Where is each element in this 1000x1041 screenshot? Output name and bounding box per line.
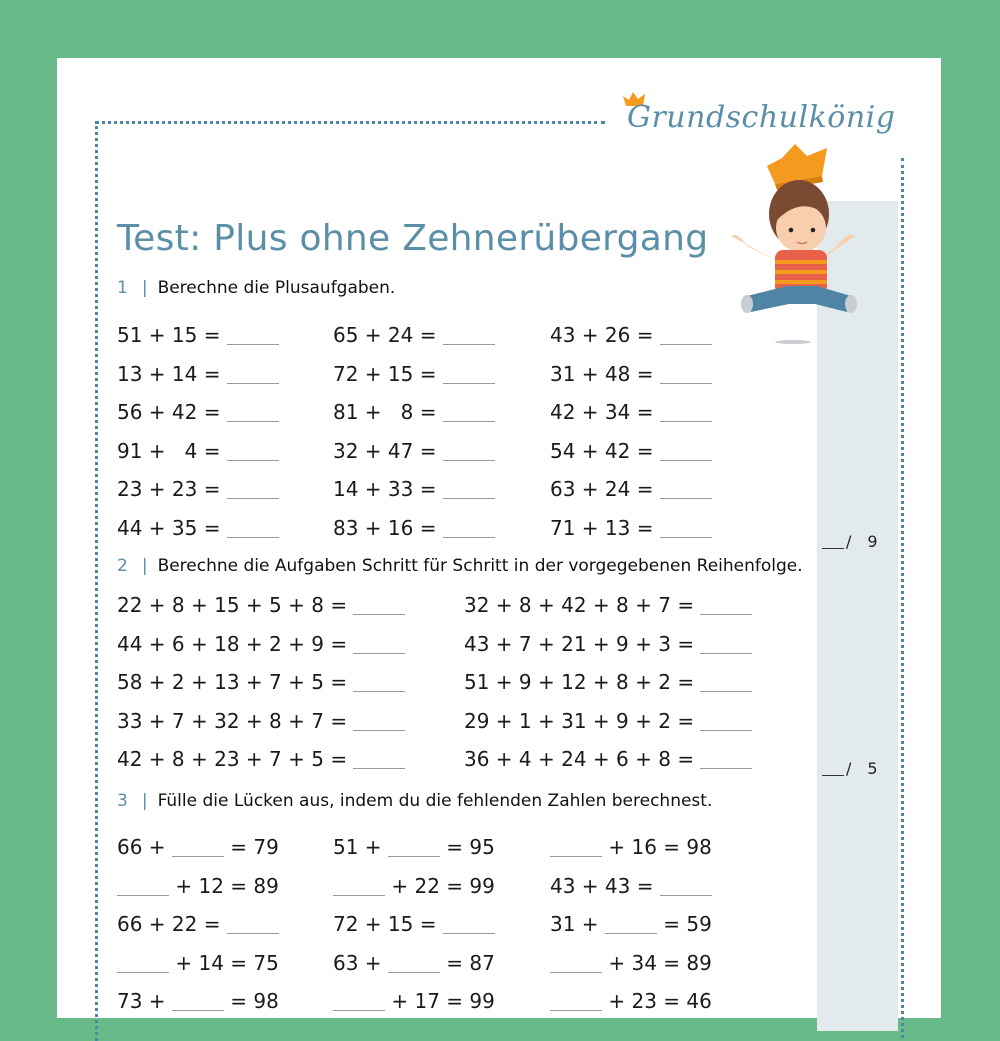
equation-row — [117, 747, 405, 771]
equation-text: + 17 = 99 — [385, 989, 495, 1013]
answer-blank[interactable] — [227, 933, 279, 934]
equation-row — [117, 709, 405, 733]
score-max: 5 — [867, 759, 878, 778]
equation-row — [333, 439, 495, 463]
equation-row — [333, 362, 495, 386]
answer-blank[interactable] — [700, 614, 752, 615]
answer-blank[interactable] — [700, 730, 752, 731]
equation-row — [117, 951, 279, 975]
equation-text: + 23 = 46 — [602, 989, 712, 1013]
task-number: 3 — [117, 791, 128, 811]
equation-text: 65 + 24 = — [333, 323, 443, 347]
equation-text: 66 + 22 = — [117, 912, 227, 936]
equation-row — [333, 477, 495, 501]
equation-text: 29 + 1 + 31 + 9 + 2 = — [464, 708, 701, 733]
equation-text: 71 + 13 = — [550, 515, 660, 540]
equation-row — [550, 439, 712, 463]
task-instruction: Fülle die Lücken aus, indem du die fehlenden Zahlen berechnest. — [157, 791, 713, 811]
score-blank[interactable] — [822, 548, 844, 549]
equation-row — [117, 874, 279, 898]
equation-row — [333, 835, 495, 859]
equation-row — [117, 912, 279, 936]
equation-text: 56 + 42 = — [117, 400, 227, 424]
equation-row — [333, 516, 495, 540]
answer-blank[interactable] — [700, 691, 752, 692]
equation-row — [333, 951, 495, 975]
equation-text: 32 + 47 = — [333, 438, 443, 463]
answer-blank[interactable] — [227, 498, 279, 499]
equation-row — [464, 593, 752, 617]
answer-blank[interactable] — [388, 856, 440, 857]
equation-text: 23 + 23 = — [117, 477, 227, 501]
equation-text: + 12 = 89 — [169, 873, 279, 898]
equation-text: = 95 — [439, 835, 495, 859]
equation-text: 63 + — [333, 950, 388, 975]
dotted-frame-right — [901, 158, 904, 1038]
answer-blank[interactable] — [227, 537, 279, 538]
equation-text: 73 + — [117, 989, 172, 1013]
equation-row — [117, 362, 279, 386]
answer-blank[interactable] — [700, 768, 752, 769]
equation-text: 58 + 2 + 13 + 7 + 5 = — [117, 670, 354, 694]
answer-blank[interactable] — [388, 972, 440, 973]
equation-text: 51 + — [333, 835, 388, 859]
answer-blank[interactable] — [700, 653, 752, 654]
answer-blank[interactable] — [660, 537, 712, 538]
task-3-heading — [117, 791, 712, 811]
equation-text: 42 + 8 + 23 + 7 + 5 = — [117, 747, 354, 771]
equation-text: 22 + 8 + 15 + 5 + 8 = — [117, 593, 354, 617]
answer-blank[interactable] — [443, 498, 495, 499]
answer-blank[interactable] — [443, 383, 495, 384]
equation-row — [117, 835, 279, 859]
equation-row — [117, 477, 279, 501]
answer-blank[interactable] — [227, 344, 279, 345]
equation-text: 63 + 24 = — [550, 477, 660, 501]
task-instruction: Berechne die Aufgaben Schritt für Schritt in der vorgegebenen Reihenfolge. — [157, 556, 803, 576]
equation-text: 43 + 26 = — [550, 323, 660, 347]
equation-text: 72 + 15 = — [333, 361, 443, 386]
equation-row — [550, 874, 712, 898]
equation-text: 43 + 7 + 21 + 9 + 3 = — [464, 631, 701, 656]
equation-text: 13 + 14 = — [117, 361, 227, 386]
equation-text: 36 + 4 + 24 + 6 + 8 = — [464, 747, 701, 771]
equation-text: 31 + — [550, 912, 605, 936]
task-separator: | — [141, 791, 148, 811]
answer-blank[interactable] — [605, 933, 657, 934]
dotted-frame-left — [95, 121, 98, 1041]
equation-row — [464, 632, 752, 656]
equation-text: 81 + 8 = — [333, 400, 443, 424]
equation-row — [117, 323, 279, 347]
answer-blank[interactable] — [550, 972, 602, 973]
dotted-frame-top — [95, 121, 605, 124]
equation-text: 31 + 48 = — [550, 361, 660, 386]
answer-blank[interactable] — [660, 498, 712, 499]
equation-text: 54 + 42 = — [550, 438, 660, 463]
equation-text: + 14 = 75 — [169, 950, 279, 975]
equation-text: 83 + 16 = — [333, 515, 443, 540]
equation-row — [550, 516, 712, 540]
answer-blank[interactable] — [117, 895, 169, 896]
page-title: Test: Plus ohne Zehnerübergang — [117, 218, 709, 259]
task-number: 2 — [117, 556, 128, 576]
answer-blank[interactable] — [443, 344, 495, 345]
task-2-score: / 5 — [822, 759, 878, 778]
equation-text: = 79 — [223, 835, 279, 859]
equation-text: 66 + — [117, 835, 172, 859]
equation-row — [117, 593, 405, 617]
equation-text: = 98 — [223, 989, 279, 1013]
answer-blank[interactable] — [117, 972, 169, 973]
equation-text: + 22 = 99 — [385, 873, 495, 898]
equation-text: 44 + 35 = — [117, 515, 227, 540]
equation-text: 51 + 15 = — [117, 323, 227, 347]
answer-blank[interactable] — [353, 653, 405, 654]
brand-logo: Grundschulkönig — [627, 100, 896, 135]
answer-blank[interactable] — [333, 1010, 385, 1011]
equation-text: + 16 = 98 — [602, 835, 712, 859]
answer-blank[interactable] — [227, 460, 279, 461]
answer-blank[interactable] — [443, 933, 495, 934]
equation-row — [117, 632, 405, 656]
task-1-heading — [117, 278, 395, 298]
equation-row — [333, 874, 495, 898]
answer-blank[interactable] — [660, 460, 712, 461]
equation-row — [550, 477, 712, 501]
answer-blank[interactable] — [550, 856, 602, 857]
answer-blank[interactable] — [353, 768, 405, 769]
equation-row — [117, 400, 279, 424]
equation-text: 91 + 4 = — [117, 438, 227, 463]
equation-text: 72 + 15 = — [333, 912, 443, 936]
equation-row — [550, 362, 712, 386]
answer-blank[interactable] — [172, 856, 224, 857]
equation-text: 42 + 34 = — [550, 400, 660, 424]
equation-row — [464, 670, 752, 694]
boy-with-crown-illustration — [727, 136, 857, 346]
equation-row — [464, 709, 752, 733]
answer-blank[interactable] — [443, 421, 495, 422]
equation-row — [550, 951, 712, 975]
equation-row — [117, 516, 279, 540]
answer-blank[interactable] — [227, 383, 279, 384]
equation-row — [333, 400, 495, 424]
answer-blank[interactable] — [443, 537, 495, 538]
equation-text: 33 + 7 + 32 + 8 + 7 = — [117, 708, 354, 733]
equation-text: = 87 — [439, 950, 495, 975]
answer-blank[interactable] — [353, 691, 405, 692]
equation-text: = 59 — [656, 912, 712, 936]
task-separator: | — [141, 278, 148, 298]
equation-text: 44 + 6 + 18 + 2 + 9 = — [117, 631, 354, 656]
equation-row — [550, 835, 712, 859]
answer-blank[interactable] — [333, 895, 385, 896]
equation-row — [550, 323, 712, 347]
equation-row — [550, 912, 712, 936]
answer-blank[interactable] — [550, 1010, 602, 1011]
equation-row — [464, 747, 752, 771]
equation-row — [550, 400, 712, 424]
task-1-score: / 9 — [822, 532, 878, 551]
answer-blank[interactable] — [660, 421, 712, 422]
equation-row — [117, 670, 405, 694]
equation-text: 14 + 33 = — [333, 477, 443, 501]
answer-blank[interactable] — [660, 383, 712, 384]
equation-text: + 34 = 89 — [602, 950, 712, 975]
score-blank[interactable] — [822, 775, 844, 776]
equation-row — [117, 989, 279, 1013]
score-max: 9 — [867, 532, 878, 551]
answer-blank[interactable] — [227, 421, 279, 422]
answer-blank[interactable] — [353, 730, 405, 731]
equation-text: 32 + 8 + 42 + 8 + 7 = — [464, 593, 701, 617]
equation-row — [117, 439, 279, 463]
answer-blank[interactable] — [660, 895, 712, 896]
task-2-heading — [117, 556, 803, 576]
answer-blank[interactable] — [443, 460, 495, 461]
worksheet-page — [57, 58, 941, 1018]
task-number: 1 — [117, 278, 128, 298]
equation-row — [333, 323, 495, 347]
task-separator: | — [141, 556, 148, 576]
answer-blank[interactable] — [353, 614, 405, 615]
answer-blank[interactable] — [660, 344, 712, 345]
equation-row — [550, 989, 712, 1013]
task-instruction: Berechne die Plusaufgaben. — [157, 278, 396, 298]
equation-row — [333, 989, 495, 1013]
answer-blank[interactable] — [172, 1010, 224, 1011]
equation-text: 43 + 43 = — [550, 873, 660, 898]
equation-text: 51 + 9 + 12 + 8 + 2 = — [464, 670, 701, 694]
equation-row — [333, 912, 495, 936]
